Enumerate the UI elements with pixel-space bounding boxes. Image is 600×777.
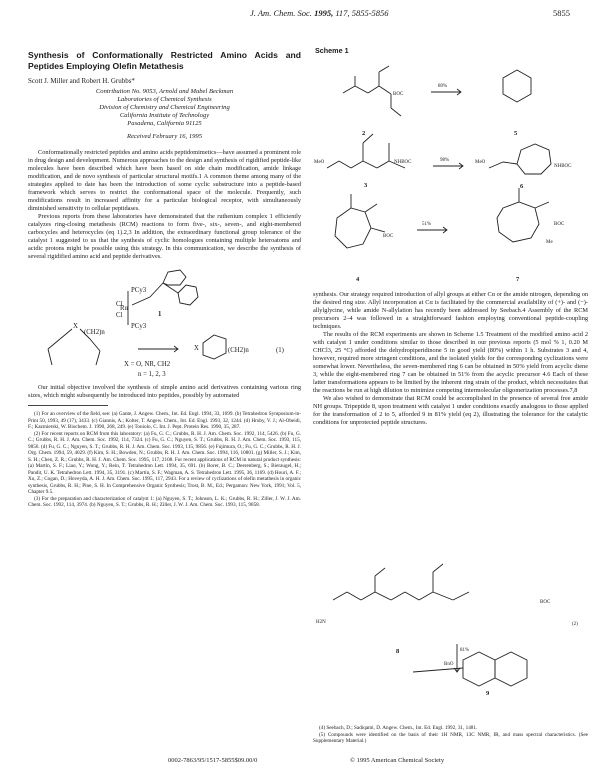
article-title: Synthesis of Conformationally Restricted Amino Acids and Peptides Employing Olefin Metathesis <box>28 50 301 71</box>
footnote-divider <box>28 405 108 406</box>
eq2-h2n: H2N <box>316 620 326 625</box>
authors: Scott J. Miller and Robert H. Grubbs* <box>28 77 135 85</box>
paragraph-3: Our initial objective involved the synthesis of simple amino acid derivatives containing various ring sizes, which might subsequently be introduced into peptides, possibly by automated <box>28 384 301 399</box>
product-x: X <box>194 345 199 352</box>
x-definition: X = O, NR, CH2 <box>124 361 171 368</box>
paragraph-4: synthesis. Our strategy required introduction of allyl groups at either Cα or the amide nitrogen, depending on the desired ring size. Allyl incorporation at Cα is facilitated by the commercial availability of (+)- and (−)-allylglycine, while amide N-allylation has recently been addressed by Seebach.4 Assembly of the RCM precursors 2–4 was followed in a straightforward fashion employing conventional peptide-coupling techniques. <box>313 291 588 330</box>
reference-4: (4) Seebach, D.; Sadiqami, D. Angew. Chem., Int. Ed. Engl. 1992, 31, 1481. <box>319 725 478 731</box>
footer-code: 0002-7863/95/1517-5855$09.00/0 <box>168 757 258 764</box>
references <box>28 411 301 509</box>
right-column-text <box>313 291 588 427</box>
running-header <box>0 8 600 22</box>
substrate-x: X <box>73 323 78 330</box>
compound-7-label: 7 <box>516 276 520 283</box>
scheme-boc-2: BOC <box>383 234 394 239</box>
paragraph-5: The results of the RCM experiments are shown in Scheme 1.5 Treatment of the modified amino acid 2 with catalyst 1 under conditions similar to those described in our previous reports (5 mol % 1, 0.20 M CHCl3, 25 °C) afforded the dehydropiperidinone 5 in good yield (80%) within 1 h. Substrates 3 and 4, however, required more stringent conditions, and the isolated yields for the corresponding cyclizations were somewhat lower. Nevertheless, the seven-membered ring 6 can be obtained in 50% yield from acyclic diene 3, while the eight-membered ring 7 can be obtained in 51% from the acyclic precursor 4.6 Each of these latter transformations appears to be limited by the inherent ring strain of the product, which necessitates that the reactions be run at high dilution to minimize competing intermolecular oligomerization processes.7,8 <box>313 331 588 394</box>
scheme-nhboc-1: NHBOC <box>394 160 412 165</box>
equation-1 <box>28 267 301 379</box>
equation-number-2: (2) <box>572 622 578 627</box>
catalyst-ligand-bottom: PCy3 <box>131 323 147 330</box>
equation-2-drawing <box>313 560 588 700</box>
catalyst-cl-2: Cl <box>116 312 123 319</box>
paragraph-2: Previous reports from these laboratories have demonstrated that the ruthenium complex 1 efficiently catalyzes ring-closing metathesis (RCM) reactions to form five-, six-, seven-, and eight-membered carbocycles and heterocycles (eq 1).2,3 In addition, the extraordinary functional group tolerance of the catalyst 1 suggested to us that the synthesis of cyclic homologues containing multiple heteroatoms and acidic protons might be possible using this strategy. In this communication, we describe the synthesis of several rigidified amino acid and peptide derivatives. <box>28 213 301 260</box>
reference-5: (5) Compounds were identified on the basis of their 1H NMR, 13C NMR, IR, and mass spectral characteristics. (See Supplementary Material.) <box>313 731 588 744</box>
compound-9-label: 9 <box>486 690 490 697</box>
compound-6-label: 6 <box>520 183 524 190</box>
eq2-boc: BOC <box>540 600 551 605</box>
scheme-1-drawing <box>313 58 588 283</box>
scheme-me: Me <box>546 240 553 245</box>
equation-number-1: (1) <box>276 347 284 354</box>
paragraph-1: Conformationally restricted peptides and amino acids peptidomimetics—have assumed a prominent role in drug design and development. Numerous approaches to the design and synthesis of rigidified peptide-like molecules have been described which have been based on side chain modification, amide linkage modification, and de novo synthesis of particular structural motifs.1 A common theme among many of the strategies applied to date has been the introduction of some cyclic substructure into a peptide-based framework which serves to restrict the conformational space of the molecule. Frequently, such modifications result in increased affinity for a particular biological receptor, with simultaneously diminished sensitivity to cellular peptidases. <box>28 149 301 212</box>
compound-8-label: 8 <box>396 648 400 655</box>
yield-5: 80% <box>438 84 448 89</box>
product-chain: (CH2)n <box>228 347 249 354</box>
scheme-boc-1: BOC <box>393 92 404 97</box>
reference-3: (3) For the preparation and characterization of catalyst 1: (a) Nguyen, S. T.; Johnson, L. K.; Grubbs, R. H.; Ziller, J. W. J. Am. Chem. Soc. 1992, 114, 3974. (b) Nguyen, S. T.; Grubbs, R. H.; Ziller, J. W. J. Am. Chem. Soc. 1993, 115, 9858. <box>28 495 301 508</box>
compound-4-label: 4 <box>356 276 360 283</box>
compound-2-label: 2 <box>362 130 366 137</box>
n-definition: n = 1, 2, 3 <box>138 371 166 378</box>
compound-5-label: 5 <box>514 130 518 137</box>
left-column <box>28 50 301 509</box>
eq2-yield: 81% <box>460 648 470 653</box>
scheme-meo-2: MeO <box>475 160 486 165</box>
catalyst-cl-1: Cl <box>116 301 123 308</box>
paragraph-6: We also wished to demonstrate that RCM could be accomplished in the presence of several free amide NH groups. Tripeptide 8, upon treatment with catalyst 1 under conditions exactly analogous to those applied for the transformation of 2 to 5, afforded 9 in 81% yield (eq 2), illustrating the tolerance for the catalytic conditions for unprotected peptide structures. <box>313 395 588 426</box>
reference-1: (1) For an overview of the field, see: (a) Gante, J. Angew. Chem., Int. Ed. Engl. 1994, 33, 1699. (b) Tetrahedron Symposium-in-Print 50, 1993, 49 (17), 3433. (c) Giannis, A.; Kolter, T. Angew. Chem., Int. Ed. Engl. 1993, 32, 1244. (d) Hruby, V. J.; Al-Obeidi, F.; Kazmierski, W. Biochem. J. 1990, 268, 249. (e) Toniolo, C. Int. J. Pept. Protein Res. 1990, 35, 287. <box>28 411 301 430</box>
scheme-meo-1: MeO <box>314 160 325 165</box>
compound-3-label: 3 <box>364 182 368 189</box>
right-references <box>313 725 588 745</box>
received-date: Received February 16, 1995 <box>126 133 203 140</box>
catalyst-ligand-top: PCy3 <box>131 287 147 294</box>
footer-copyright: © 1995 American Chemical Society <box>350 757 445 764</box>
page-number: 5855 <box>553 8 570 18</box>
catalyst-number: 1 <box>158 311 162 318</box>
affiliation: Contribution No. 9053, Arnold and Mabel Beckman Laboratories of Chemical Synthesis Division of Chemistry and Chemical Engineering California Institute of Technology Pasadena, California 91125 <box>95 88 234 127</box>
catalyst-ru: Ru <box>120 305 128 312</box>
yield-6: 98% <box>440 158 450 163</box>
scheme-nhboc-2: NHBOC <box>554 164 572 169</box>
scheme-label: Scheme 1 <box>315 46 349 55</box>
eq2-bn: BnO <box>444 662 454 667</box>
substrate-chain: (CH2)n <box>84 329 105 336</box>
scheme-boc-3: BOC <box>554 222 565 227</box>
yield-7: 51% <box>422 222 432 227</box>
journal-citation: J. Am. Chem. Soc. 1995, 117, 5855-5856 <box>250 8 389 18</box>
reference-2: (2) For recent reports on RCM from this laboratory: (a) Fu, G. C.; Grubbs, R. H. J. Am. Chem. Soc. 1992, 114, 5426. (b) Fu, G. C.; Grubbs, R. H. J. Am. Chem. Soc. 1992, 114, 7324. (c) Fu, G. C.; Nguyen, S. T.; Grubbs, R. H. J. Am. Chem. Soc. 1993, 115, 9856. (d) Fu, G. C.; Nguyen, S. T.; Grubbs, R. H. J. Am. Chem. Soc. 1993, 115, 9856. (e) Fujimura, O.; Fu, G. C.; Grubbs, R. H. J. Org. Chem. 1994, 59, 4029. (f) Kim, S. H.; Bowden, N.; Grubbs, R. H. J. Am. Chem. Soc. 1994, 116, 10801. (g) Miller, S. J.; Kim, S. H.; Chen, Z. R.; Grubbs, R. H. J. Am. Chem. Soc. 1995, 117, 2108. For recent applications of RCM in natural product synthesis: (a) Martin, S. F.; Liao, Y.; Wong, Y.; Rein, T. Tetrahedron Lett. 1994, 35, 691. (b) Borer, B. C.; Deerenberg, S.; Bieraugel, H.; Pandit, U. K. Tetrahedron Lett. 1994, 35, 3191. (c) Martin, S. F.; Wagman, A. S. Tetrahedron Lett. 1995, 36, 1169. (d) Houri, A. F.; Xu, Z.; Cogan, D.; Hoveyda, A. H. J. Am. Chem. Soc. 1995, 117, 2943. For a review of cyclizations of olefin metathesis in organic synthesis, Grubbs, R. H.; Pine, S. H. In Comprehensive Organic Synthesis; Trost, B. M., Ed.; Pergamon: New York, 1991; Vol. 5, Chapter 9.5. <box>28 430 301 495</box>
